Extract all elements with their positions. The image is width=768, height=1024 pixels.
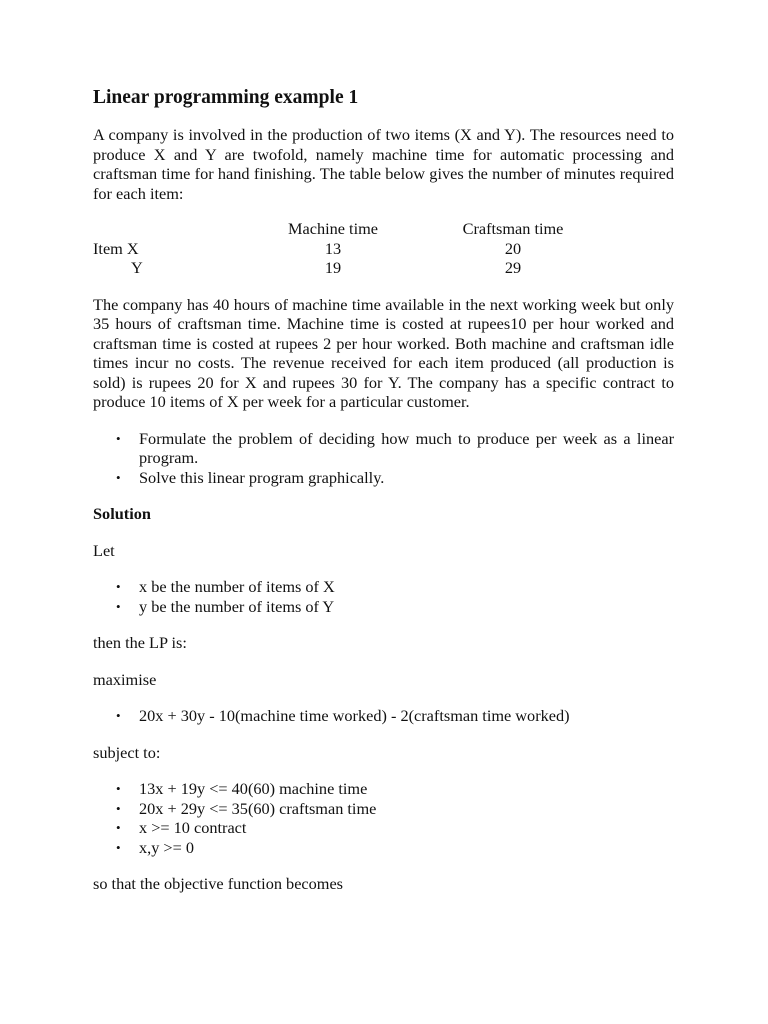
list-item: • 13x + 19y <= 40(60) machine time	[93, 779, 674, 799]
table-header-blank	[93, 219, 248, 239]
then-text: then the LP is:	[93, 633, 187, 652]
table-header-craftsman: Craftsman time	[462, 219, 564, 238]
closing-text: so that the objective function becomes	[93, 874, 344, 893]
list-item: • x >= 10 contract	[93, 818, 674, 838]
list-item: • Formulate the problem of deciding how much to produce per week as a linear program.	[93, 429, 674, 468]
constraint-list	[93, 779, 674, 857]
list-item: • x,y >= 0	[93, 838, 674, 858]
craftsman-time-cell: 20	[504, 238, 522, 258]
table-header-row	[93, 219, 608, 239]
list-item: • Solve this linear program graphically.	[93, 468, 674, 488]
task-list	[93, 429, 674, 488]
minutes-table	[93, 219, 608, 278]
table-row	[93, 258, 608, 278]
list-item: • 20x + 29y <= 35(60) craftsman time	[93, 799, 674, 819]
objective-list	[93, 706, 674, 726]
table-header-machine: Machine time	[288, 219, 378, 238]
list-item: • y be the number of items of Y	[93, 597, 674, 617]
page-title: Linear programming example 1	[93, 87, 359, 108]
subject-to-text: subject to:	[93, 742, 161, 762]
list-item: • x be the number of items of X	[93, 577, 674, 597]
document-page	[93, 86, 674, 894]
variable-list	[93, 577, 674, 616]
craftsman-time-cell: 29	[504, 258, 522, 277]
machine-time-cell: 13	[324, 238, 342, 258]
solution-heading: Solution	[93, 504, 151, 523]
machine-time-cell: 19	[324, 258, 342, 277]
row-label: Item X	[93, 238, 139, 258]
row-label: Y	[131, 258, 143, 277]
intro-paragraph: A company is involved in the production of two items (X and Y). The resources need to produce X and Y are twofold, namely machine time for automatic processing and craftsman time for hand finishing. The table below gives the number of minutes required for each item:	[93, 125, 674, 203]
let-text: Let	[93, 540, 115, 560]
description-paragraph: The company has 40 hours of machine time available in the next working week but only 35 hours of craftsman time. Machine time is costed at rupees10 per hour worked and craftsman time is costed at rupees 2 per hour worked. Both machine and craftsman idle times incur no costs. The revenue received for each item produced (all production is sold) is rupees 20 for X and rupees 30 for Y. The company has a specific contract to produce 10 items of X per week for a particular customer.	[93, 294, 674, 411]
maximise-text: maximise	[93, 669, 157, 689]
list-item: • 20x + 30y - 10(machine time worked) - 2(craftsman time worked)	[93, 706, 674, 726]
table-row	[93, 239, 608, 259]
